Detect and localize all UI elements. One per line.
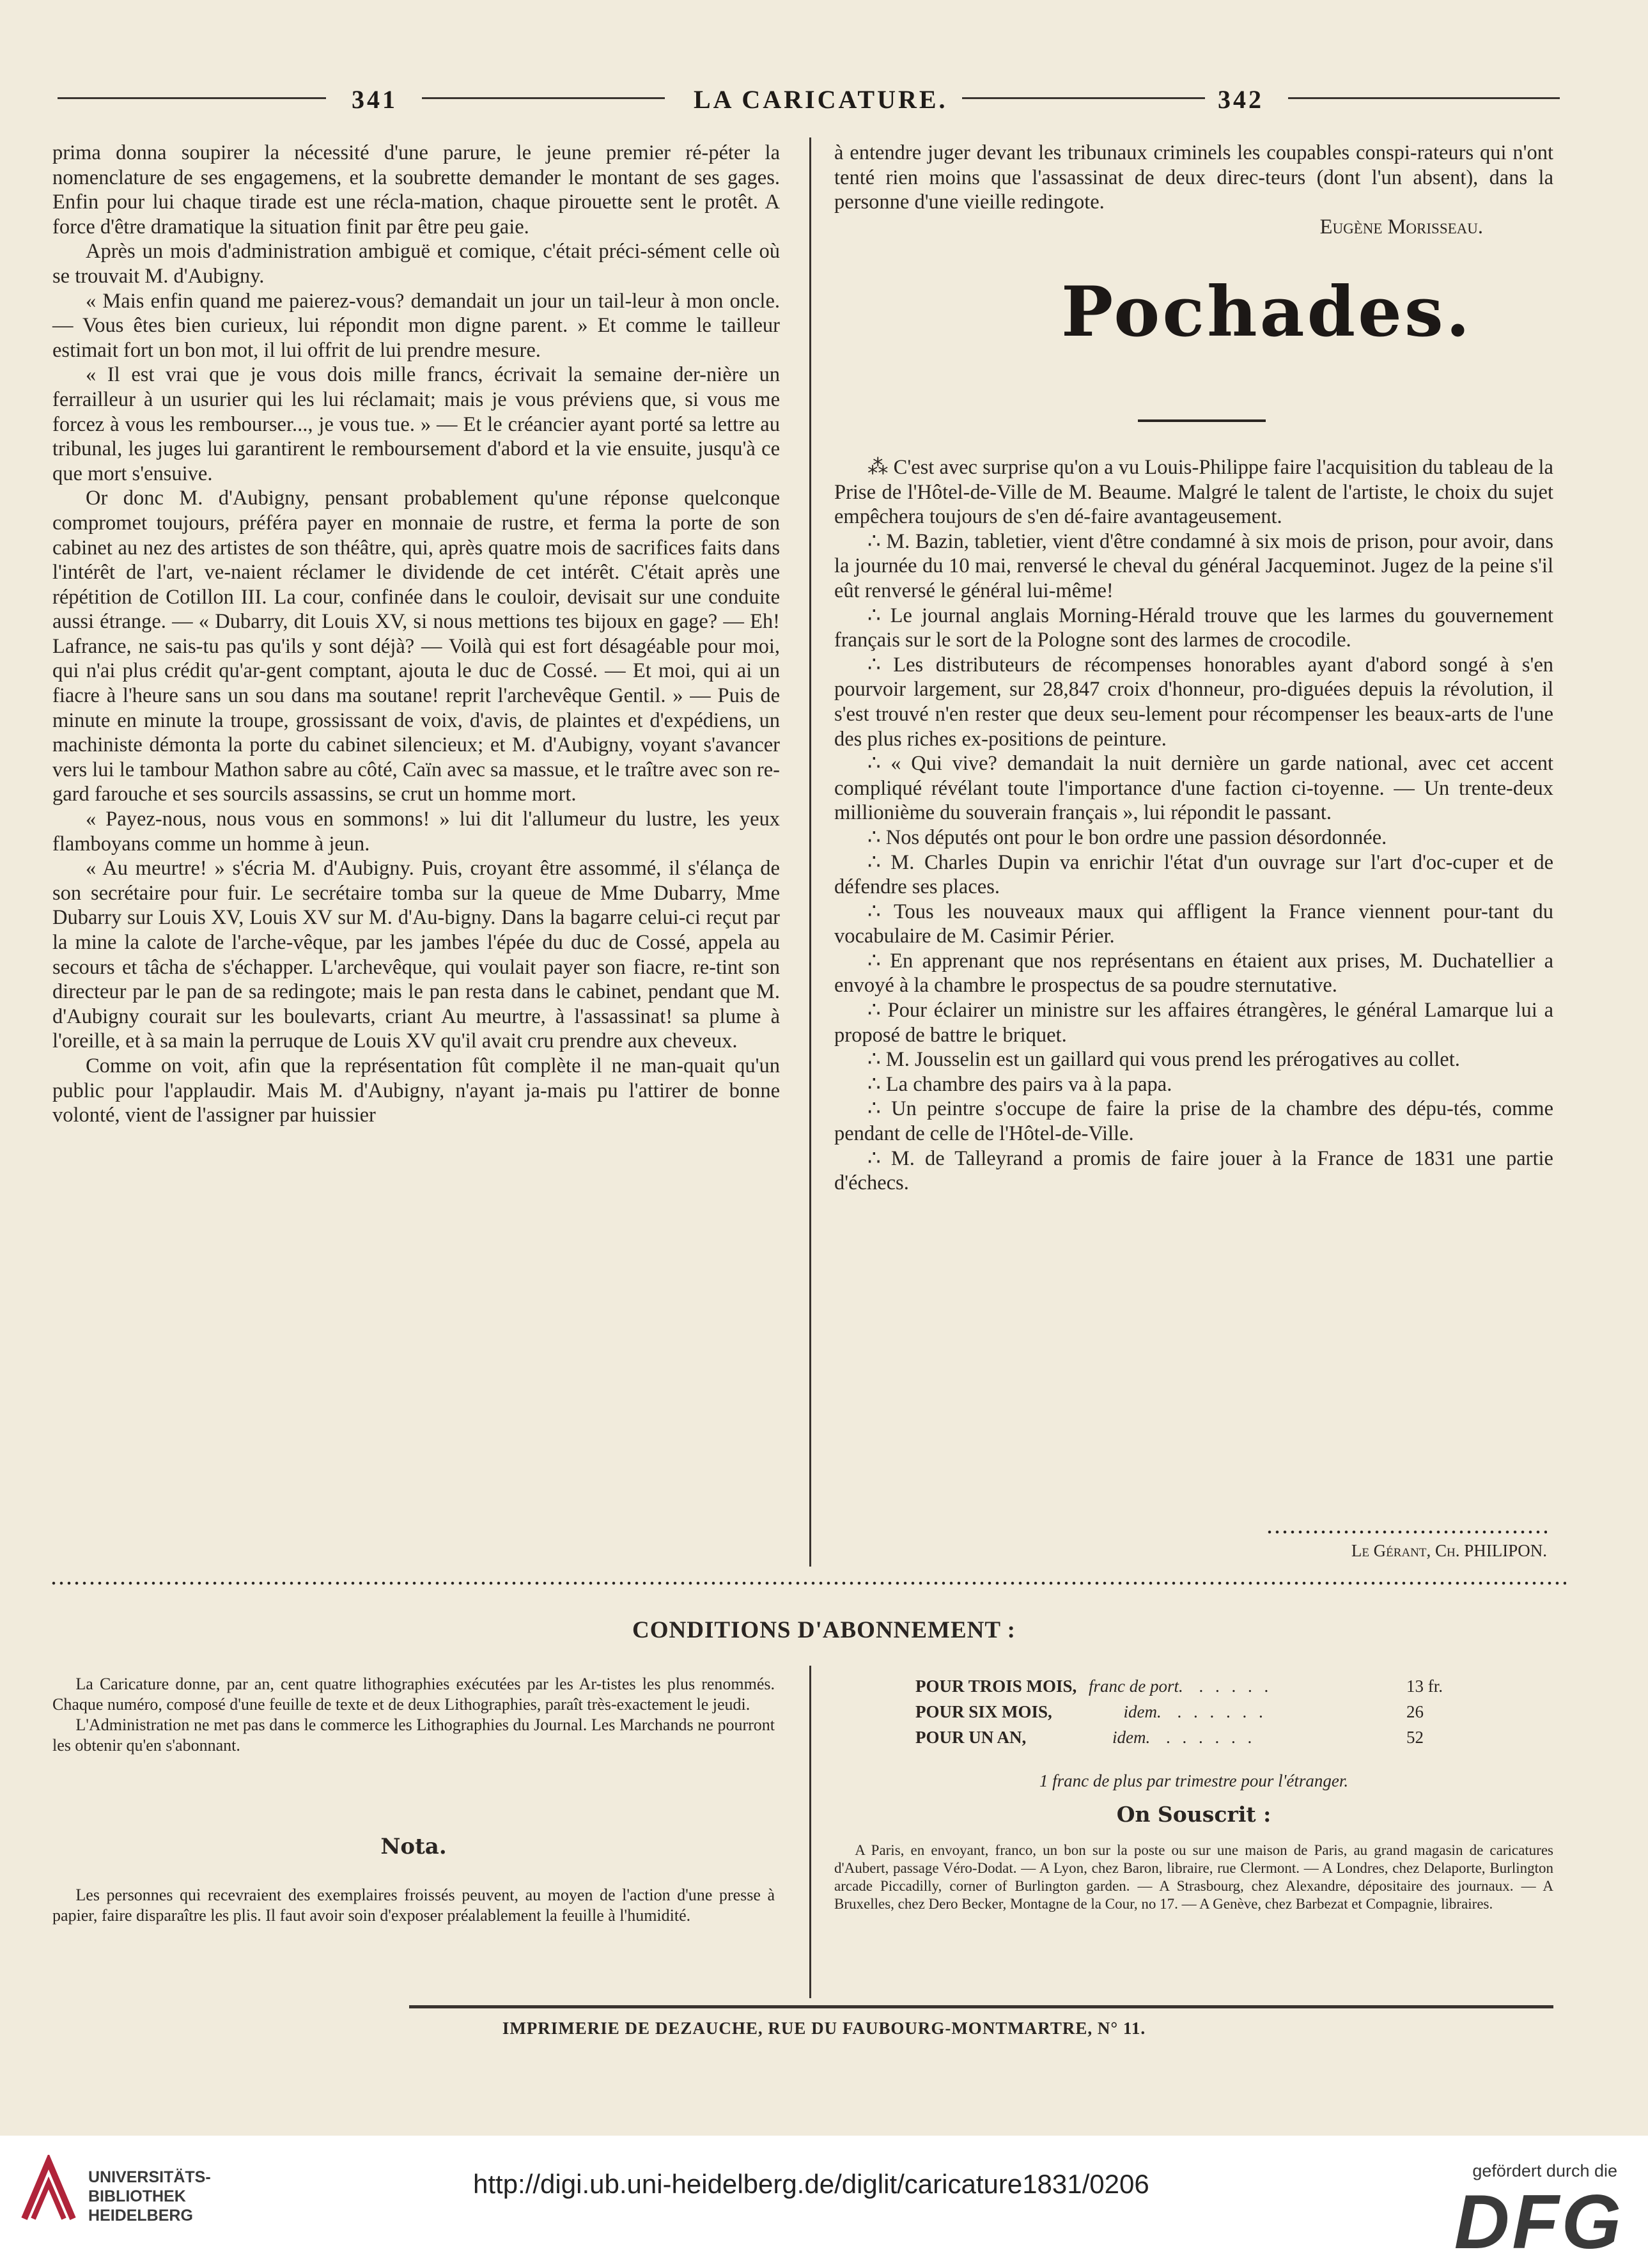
souscrit-title: On Souscrit : (1116, 1802, 1271, 1827)
library-name-line: UNIVERSITÄTS- (88, 2168, 211, 2186)
paragraph: « Au meurtre! » s'écria M. d'Aubigny. Puis, croyant être assommé, il s'élança de son secrétaire pour fuir. Le secrétaire tomba sur la queue de Mme Dubarry, Mme Dubarry sur Louis XV, Louis XV sur M. d'Au-bigny. Dans la bagarre celui-ci reçut par la mine la calote de l'arche-vêque, par les jambes l'épée du duc de Cossé, appela au secours et tâcha de s'échapper. L'archevêque, qui voulait payer son fiacre, re-tint son directeur par le pan de sa redingote; mais le pan resta dans le cabinet, pendant que M. d'Aubigny courait sur les boulevarts, criant Au meurtre, à l'assassinat! sa plume à l'oreille, et à sa main la perruque de Louis XV qu'il avait cru prendre aux cheveux. (52, 857, 780, 1053)
souscrit-text (834, 1842, 1553, 1913)
library-name (88, 2168, 211, 2225)
pochade-item: ⁂ C'est avec surprise qu'on a vu Louis-Philippe faire l'acquisition du tableau de la Prise de l'Hôtel-de-Ville de M. Beaume. Malgré le talent de l'artiste, le choix du sujet empêchera toujours de s'en dé-faire avantageusement. (834, 456, 1553, 529)
document-url-link[interactable]: http://digi.ub.uni-heidelberg.de/diglit/caricature1831/0206 (473, 2169, 1149, 2199)
pochade-item: ∴ Le journal anglais Morning-Hérald trouve que les larmes du gouvernement français sur le sort de la Pologne sont des larmes de crocodile. (834, 604, 1553, 652)
funding-note: gefördert durch die (1472, 2161, 1617, 2180)
pochade-item: ∴ « Qui vive? demandait la nuit dernière un garde national, avec cet accent compliqué révélant toute l'importance d'une faction ci-toyenne. — Un trente-deux millionième du souverain français », lui répondit le passant. (834, 752, 1553, 825)
signature-philipon: Le Gérant, Ch. PHILIPON. (1351, 1541, 1547, 1560)
pochades-column (834, 455, 1553, 1196)
section-title-pochades: Pochades. (1061, 272, 1473, 352)
page-number-left: 341 (352, 85, 398, 114)
paragraph: Les personnes qui recevraient des exemplaires froissés peuvent, au moyen de l'action d'une presse à papier, faire disparaître les plis. Il faut avoir soin d'exposer préalablement la feuille à l'humidité. (52, 1886, 775, 1925)
header-rule-mid-left (422, 97, 665, 99)
pochade-item: ∴ La chambre des pairs va à la papa. (867, 1072, 1172, 1096)
paragraph: Comme on voit, afin que la représentation fût complète il ne man-quait qu'un public pour l'applaudir. Mais M. d'Aubigny, n'ayant ja-mais pu l'attirer de bonne volonté, vient de l'assigner par huissier (52, 1054, 780, 1127)
price-value: 52 (1406, 1728, 1424, 1747)
paragraph: « Il est vrai que je vous dois mille francs, écrivait la semaine der-nière un ferrailleur à un usurier qui les lui réclamait; mais je vous préviens que, si vous me forcez à vous les rembourser..., je vous tue. » — Et le créancier ayant porté sa lettre au tribunal, les juges lui garantirent le remboursement d'abord et la vie ensuite, jusqu'à ce que mort s'ensuive. (52, 363, 780, 485)
pochade-item: ∴ En apprenant que nos représentans en étaient aux prises, M. Duchatellier a envoyé à la chambre le prospectus de sa poudre sternutative. (834, 949, 1553, 997)
pochade-item: ∴ Tous les nouveaux maux qui affligent la France viennent pour-tant du vocabulaire de M. Casimir Périer. (834, 900, 1553, 948)
pochade-item: ∴ M. Jousselin est un gaillard qui vous prend les prérogatives au collet. (867, 1048, 1460, 1072)
pochade-item: ∴ M. Bazin, tabletier, vient d'être condamné à six mois de prison, pour avoir, dans la journée du 10 mai, renversé le cheval du général Jacqueminot. Jugez de la peine s'il eût renversé le général lui-même! (834, 529, 1553, 602)
price-label: POUR SIX MOIS, (915, 1702, 1052, 1721)
pochade-item: ∴ M. Charles Dupin va enrichir l'état d'un ouvrage sur l'art d'oc-cuper et de défendre ses places. (834, 850, 1553, 899)
foreign-note: 1 franc de plus par trimestre pour l'étranger. (1039, 1771, 1349, 1790)
signature-ornament (1266, 1529, 1547, 1535)
imprint-rule (409, 2005, 1553, 2008)
nota-text (52, 1885, 775, 1926)
ornament-divider (1138, 419, 1266, 422)
imprint: IMPRIMERIE DE DEZAUCHE, RUE DU FAUBOURG-MONTMARTRE, N° 11. (502, 2019, 1146, 2038)
conditions-divider (809, 1666, 811, 1998)
pochade-item: ∴ Pour éclairer un ministre sur les affaires étrangères, le général Lamarque lui a proposé de battre le briquet. (834, 999, 1553, 1047)
price-dots: . . . . . (1199, 1677, 1273, 1696)
column-divider (809, 137, 811, 1567)
library-name-line: HEIDELBERG (88, 2207, 193, 2225)
paragraph: « Payez-nous, nous vous en sommons! » lui dit l'allumeur du lustre, les yeux flamboyans comme un homme à jeun. (52, 808, 780, 856)
dfg-logo: DFG (1454, 2179, 1624, 2265)
left-article-column (52, 141, 780, 1128)
price-note: franc de port. (1089, 1677, 1183, 1696)
paragraph: à entendre juger devant les tribunaux criminels les coupables conspi-rateurs qui n'ont tenté rien moins que l'assassinat de deux direc-teurs (dont l'un absent), dans la personne d'une vieille redingote. (834, 141, 1553, 214)
header-rule-left (58, 97, 326, 99)
right-article-intro (834, 141, 1553, 239)
paragraph: A Paris, en envoyant, franco, un bon sur la poste ou sur une maison de Paris, au grand magasin de caricatures d'Aubert, passage Véro-Dodat. — A Lyon, chez Baron, libraire, rue Clermont. — A Londres, chez Delaporte, Burlington arcade Piccadilly, corner of Burlington garden. — A Strasbourg, chez Alexandre, dépositaire des journaux. — A Bruxelles, chez Dero Becker, Montagne de la Cour, no 17. — A Genève, chez Barbezat et Compagnie, libraires. (834, 1842, 1553, 1912)
digitization-footer (0, 2136, 1648, 2268)
header-rule-mid-right (962, 97, 1205, 99)
page-number-right: 342 (1218, 85, 1264, 114)
price-row-six-months (915, 1702, 1267, 1722)
header-rule-right (1288, 97, 1560, 99)
signature-morisseau: Eugène Morisseau. (1319, 215, 1483, 239)
paragraph: prima donna soupirer la nécessité d'une parure, le jeune premier ré-péter la nomenclature de ses engagemens, et la soubrette demander le montant de ses gages. Enfin pour lui chaque tirade est une récla-mation, chaque pirouette sent le protêt. A force d'être dramatique la situation finit par être peu gaie. (52, 141, 780, 239)
section-separator (50, 1581, 1566, 1586)
price-row-three-months (915, 1677, 1272, 1696)
price-dots: . . . . . . (1165, 1728, 1256, 1747)
university-library-logo-icon (19, 2155, 78, 2225)
nota-title: Nota. (380, 1834, 447, 1859)
price-value: 26 (1406, 1702, 1424, 1721)
price-note: idem. (1123, 1702, 1162, 1721)
price-label: POUR UN AN, (915, 1728, 1027, 1747)
conditions-text (52, 1674, 775, 1756)
pochade-item: ∴ Un peintre s'occupe de faire la prise de la chambre des dépu-tés, comme pendant de celle de l'Hôtel-de-Ville. (834, 1097, 1553, 1146)
paragraph: Après un mois d'administration ambiguë et comique, c'était préci-sément celle où se trouvait M. d'Aubigny. (52, 240, 780, 288)
price-label: POUR TROIS MOIS, (915, 1677, 1077, 1696)
price-dots: . . . . . . (1177, 1702, 1267, 1721)
conditions-title: CONDITIONS D'ABONNEMENT : (632, 1617, 1016, 1643)
paragraph: « Mais enfin quand me paierez-vous? demandait un jour un tail-leur à mon oncle. — Vous êtes bien curieux, lui répondit mon digne parent. » Et comme le tailleur estimait fort un bon mot, il lui offrit de lui prendre mesure. (52, 289, 780, 362)
pochade-item: ∴ M. de Talleyrand a promis de faire jouer à la France de 1831 une partie d'échecs. (834, 1146, 1553, 1195)
price-row-one-year (915, 1728, 1255, 1748)
pochade-item: ∴ Les distributeurs de récompenses honorables ayant d'abord songé à s'en pourvoir largement, sur 28,847 croix d'honneur, pro-diguées depuis la révolution, il s'est trouvé n'en rester que deux seu-lement pour récompenser les beaux-arts de l'une des plus riches ex-positions de peinture. (834, 653, 1553, 751)
running-title: LA CARICATURE. (694, 85, 948, 114)
pochade-item: ∴ Nos députés ont pour le bon ordre une passion désordonnée. (867, 825, 1387, 849)
price-value: 13 fr. (1406, 1677, 1443, 1696)
library-name-line: BIBLIOTHEK (88, 2187, 186, 2205)
paragraph: La Caricature donne, par an, cent quatre lithographies exécutées par les Ar-tistes les plus renommés. Chaque numéro, composé d'une feuille de texte et de deux Lithographies, paraît très-exactement le jeudi. (52, 1675, 775, 1714)
price-note: idem. (1112, 1728, 1151, 1747)
paragraph: Or donc M. d'Aubigny, pensant probablement qu'une réponse quelconque compromet toujours, préféra payer en monnaie de rustre, et ferma la porte de son cabinet au nez des artistes de son théâtre, qui, après quatre mois de sacrifices faits dans l'intérêt de l'art, ve-naient réclamer le dividende de cet intérêt. C'était après une répétition de Cotillon III. La cour, confinée dans le couloir, devisait sur une conduite aussi étrange. — « Dubarry, dit Louis XV, si nous mettions tes bijoux en gage? — Eh! Lafrance, ne sais-tu pas qu'ils y sont déjà? — Voilà qui est fort désagéable pour moi, qui n'ai plus crédit qu'ar-gent comptant, ajouta le duc de Cossé. — Et moi, qui ai un fiacre à l'heure sans un sou dans ma soutane! reprit l'archevêque Gentil. » — Puis de minute en minute la troupe, grossissant de voix, d'avis, de plaintes et d'expédiens, un machiniste démonta la porte du cabinet silencieux; et M. d'Aubigny, voyant s'avancer vers lui le tambour Mathon sabre au côté, Caïn avec sa massue, et le traître avec son re-gard farouche et ses sourcils assassins, se crut un homme mort. (52, 487, 780, 806)
paragraph: L'Administration ne met pas dans le commerce les Lithographies du Journal. Les Marchands ne pourront les obtenir qu'en s'abonnant. (52, 1716, 775, 1755)
